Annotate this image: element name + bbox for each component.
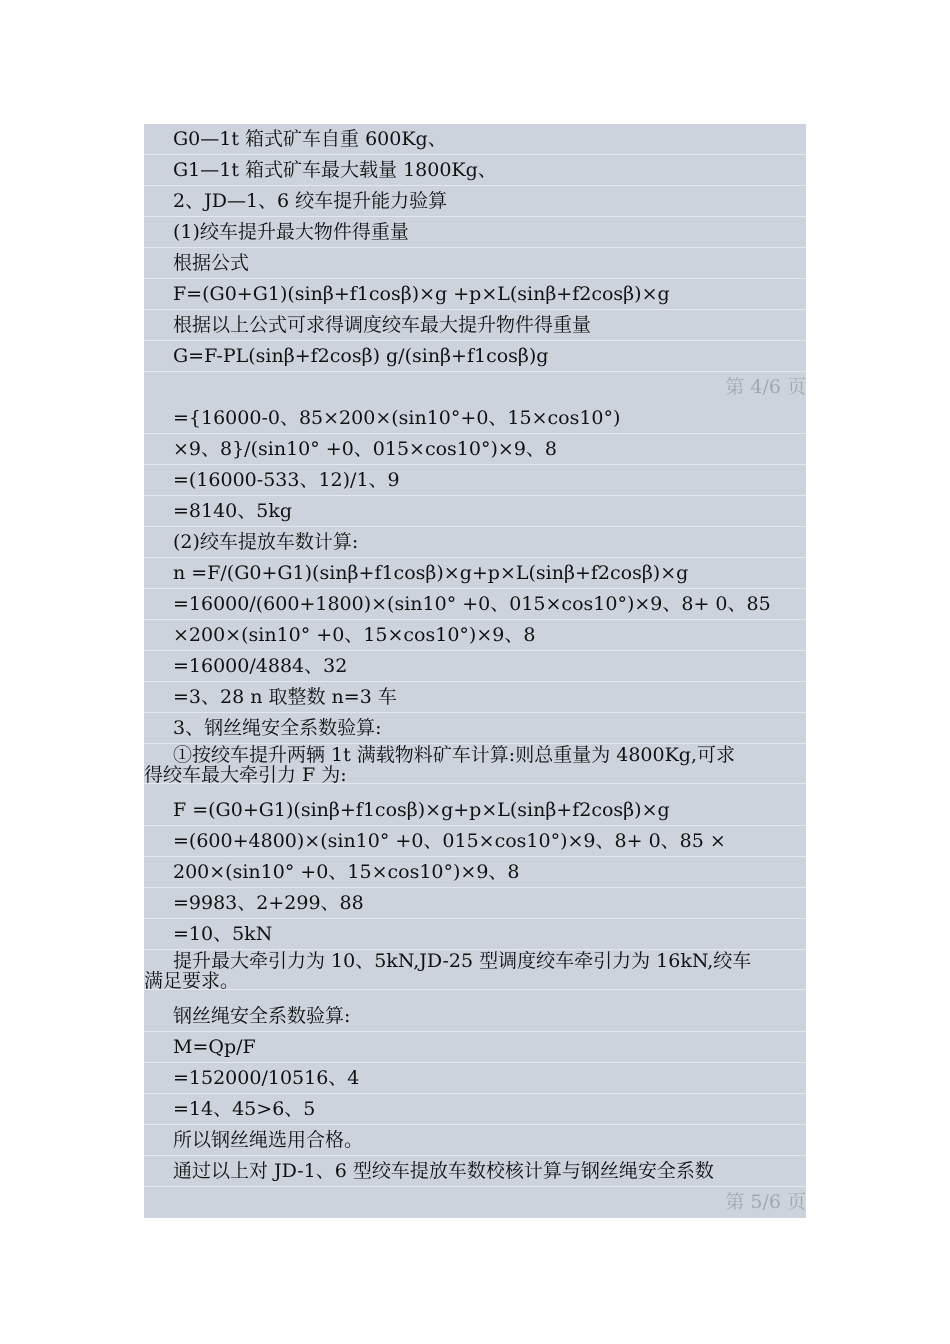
formula-line: G=F-PL(sinβ+f2cosβ) g/(sinβ+f1cosβ)g bbox=[144, 341, 806, 372]
formula-line: =10、5kN bbox=[144, 919, 806, 950]
paragraph: 提升最大牵引力为 10、5kN,JD-25 型调度绞车牵引力为 16kN,绞车 满足要求。 bbox=[144, 950, 806, 990]
formula-line: ={16000-0、85×200×(sin10°+0、15×cos10°) bbox=[144, 403, 806, 434]
page-number: 第 5/6 页 bbox=[725, 1191, 806, 1213]
text-line: 根据以上公式可求得调度绞车最大提升物件得重量 bbox=[144, 310, 806, 341]
formula-line: M=Qp/F bbox=[144, 1032, 806, 1063]
formula-line: n =F/(G0+G1)(sinβ+f1cosβ)×g+p×L(sinβ+f2cosβ)×g bbox=[144, 558, 806, 589]
formula-line: ×200×(sin10° +0、15×cos10°)×9、8 bbox=[144, 620, 806, 651]
formula-line: ×9、8}/(sin10° +0、015×cos10°)×9、8 bbox=[144, 434, 806, 465]
formula-line: F =(G0+G1)(sinβ+f1cosβ)×g+p×L(sinβ+f2cosβ)×g bbox=[144, 795, 806, 826]
formula-line: =152000/10516、4 bbox=[144, 1063, 806, 1094]
text-line: 通过以上对 JD-1、6 型绞车提放车数校核计算与钢丝绳安全系数 bbox=[144, 1156, 806, 1187]
formula-line: =8140、5kg bbox=[144, 496, 806, 527]
formula-line: =16000/(600+1800)×(sin10° +0、015×cos10°)×9、8+ 0、85 bbox=[144, 589, 806, 620]
text-line: 2、JD—1、6 绞车提升能力验算 bbox=[144, 186, 806, 217]
page-break-row bbox=[144, 1187, 806, 1218]
formula-line: =(600+4800)×(sin10° +0、015×cos10°)×9、8+ 0、85 × bbox=[144, 826, 806, 857]
text-line: =3、28 n 取整数 n=3 车 bbox=[144, 682, 806, 713]
text-line: 3、钢丝绳安全系数验算: bbox=[144, 713, 806, 744]
text-line: 所以钢丝绳选用合格。 bbox=[144, 1125, 806, 1156]
text-line: (2)绞车提放车数计算: bbox=[144, 527, 806, 558]
page-number: 第 4/6 页 bbox=[725, 376, 806, 398]
text-line: 根据公式 bbox=[144, 248, 806, 279]
text-line: G1—1t 箱式矿车最大载量 1800Kg、 bbox=[144, 155, 806, 186]
formula-line: =14、45>6、5 bbox=[144, 1094, 806, 1125]
page-break-row bbox=[144, 372, 806, 403]
formula-line: =16000/4884、32 bbox=[144, 651, 806, 682]
text-line: (1)绞车提升最大物件得重量 bbox=[144, 217, 806, 248]
paragraph: ①按绞车提升两辆 1t 满载物料矿车计算:则总重量为 4800Kg,可求 得绞车最大牵引力 F 为: bbox=[144, 744, 806, 784]
formula-line: 200×(sin10° +0、15×cos10°)×9、8 bbox=[144, 857, 806, 888]
formula-line: =(16000-533、12)/1、9 bbox=[144, 465, 806, 496]
formula-line: F=(G0+G1)(sinβ+f1cosβ)×g +p×L(sinβ+f2cosβ)×g bbox=[144, 279, 806, 310]
document-page bbox=[144, 124, 806, 1218]
text-line: G0—1t 箱式矿车自重 600Kg、 bbox=[144, 124, 806, 155]
formula-line: =9983、2+299、88 bbox=[144, 888, 806, 919]
text-line: 钢丝绳安全系数验算: bbox=[144, 1001, 806, 1032]
